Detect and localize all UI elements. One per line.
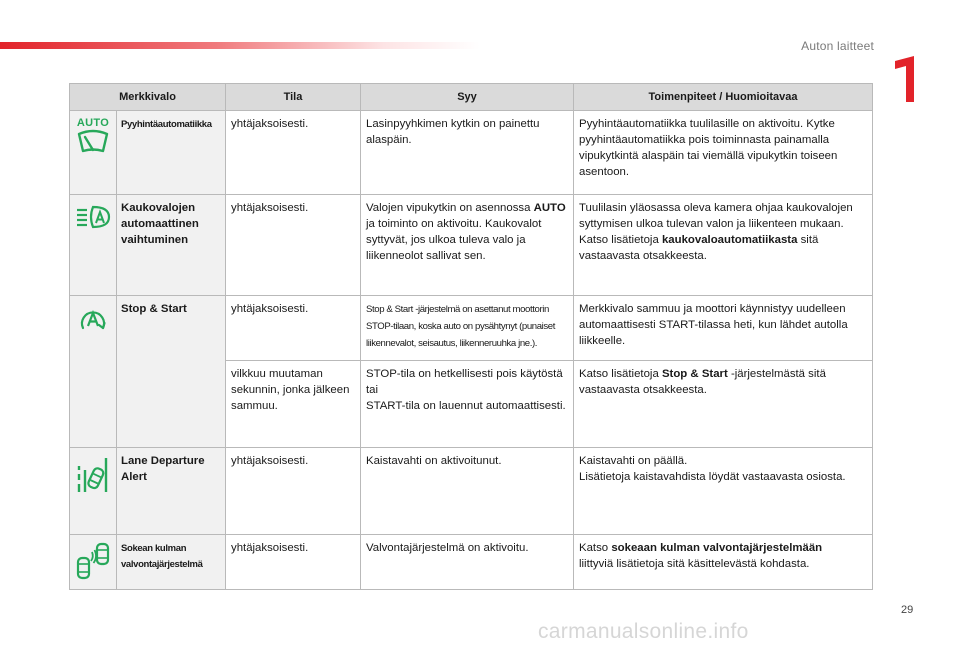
state-cell: yhtäjaksoisesti. [226, 448, 361, 535]
state-cell: yhtäjaksoisesti. [226, 296, 361, 361]
column-header-indicator: Merkkivalo [70, 84, 226, 111]
cause-cell: Valojen vipukytkin on asennossa AUTO ja toiminto on aktivoitu. Kaukovalot syttyvät, jos ulkoa tuleva valo ja liikenneolot sallivat sen. [361, 195, 574, 296]
state-cell: yhtäjaksoisesti. [226, 195, 361, 296]
cause-cell: Kaistavahti on aktivoitunut. [361, 448, 574, 535]
column-header-state: Tila [226, 84, 361, 111]
auto-wiper-label: AUTO [76, 117, 110, 129]
indicator-icon-cell [70, 111, 117, 195]
table-row-wiper [70, 111, 873, 195]
indicator-name: Lane Departure Alert [117, 448, 226, 535]
indicator-icon-cell [70, 296, 117, 448]
indicator-icon-cell [70, 448, 117, 535]
action-cell: Merkkivalo sammuu ja moottori käynnistyy uudelleen automaattisesti START-tilassa heti, kun lähdet autolla liikkeelle. [574, 296, 873, 361]
stop-start-icon [72, 300, 114, 332]
header-accent-bar [0, 42, 480, 49]
action-bold: Stop & Start [661, 368, 728, 380]
watermark: carmanualsonline.info [538, 620, 749, 643]
section-title: Auton laitteet [801, 39, 874, 53]
indicator-name: Sokean kulman valvontajärjestelmä [121, 543, 203, 570]
action-cell: Tuulilasin yläosassa oleva kamera ohjaa kaukovalojen syttymisen ulkoa tulevan valon ja liikenteen mukaan. Katso lisätietoja kaukovaloautomatiikasta sitä vastaavasta otsakkeesta. [574, 195, 873, 296]
indicator-icon-cell [70, 535, 117, 590]
indicator-icon-cell [70, 195, 117, 296]
auto-wiper-icon [72, 117, 114, 155]
table-row-lane-departure [70, 448, 873, 535]
state-cell: yhtäjaksoisesti. [226, 535, 361, 590]
cause-bold: AUTO [533, 202, 566, 214]
table-row-blind-spot [70, 535, 873, 590]
blind-spot-icon [72, 539, 114, 581]
state-cell: vilkkuu muutaman sekunnin, jonka jälkeen sammuu. [226, 361, 361, 448]
table-row-stopstart [70, 296, 873, 361]
cause-cell: STOP-tila on hetkellisesti pois käytöstä tai START-tila on lauennut automaattisesti. [361, 361, 574, 448]
indicator-name: Pyyhintäautomatiikka [121, 119, 212, 130]
cause-cell: Valvontajärjestelmä on aktivoitu. [361, 535, 574, 590]
action-cell: Katso sokeaan kulman valvontajärjestelmään liittyviä lisätietoja sitä käsittelevästä kohdasta. [574, 535, 873, 590]
indicator-name: Kaukovalojen automaattinen vaihtuminen [117, 195, 226, 296]
action-bold: sokeaan kulman valvontajärjestelmään [611, 542, 823, 554]
action-cell: Kaistavahti on päällä. Lisätietoja kaistavahdista löydät vastaavasta osiosta. [574, 448, 873, 535]
column-header-cause: Syy [361, 84, 574, 111]
lane-departure-icon [72, 452, 114, 496]
state-cell: yhtäjaksoisesti. [226, 111, 361, 195]
indicator-table [69, 83, 873, 590]
action-cell: Katso lisätietoja Stop & Start -järjestelmästä sitä vastaavasta otsakkeesta. [574, 361, 873, 448]
cause-cell: Lasinpyyhkimen kytkin on painettu alaspäin. [361, 111, 574, 195]
cause-cell: Stop & Start -järjestelmä on asettanut moottorin STOP-tilaan, koska auto on pysähtynyt (punaiset liikennevalot, seisautus, liikenneruuhka jne.). [361, 296, 574, 361]
automatic-high-beam-icon [72, 199, 114, 229]
table-row-highbeam [70, 195, 873, 296]
chapter-number [893, 56, 923, 102]
table-header-row [70, 84, 873, 111]
column-header-action: Toimenpiteet / Huomioitavaa [574, 84, 873, 111]
chapter-number-text: 1 [893, 56, 894, 57]
action-bold: kaukovaloautomatiikasta [661, 234, 798, 246]
page-number: 29 [901, 604, 914, 616]
action-cell: Pyyhintäautomatiikka tuulilasille on aktivoitu. Kytke pyyhintäautomatiikka pois toiminnasta painamalla vipukytkintä alaspäin tai viemällä vipukytkin toiseen asentoon. [574, 111, 873, 195]
indicator-name: Stop & Start [117, 296, 226, 448]
